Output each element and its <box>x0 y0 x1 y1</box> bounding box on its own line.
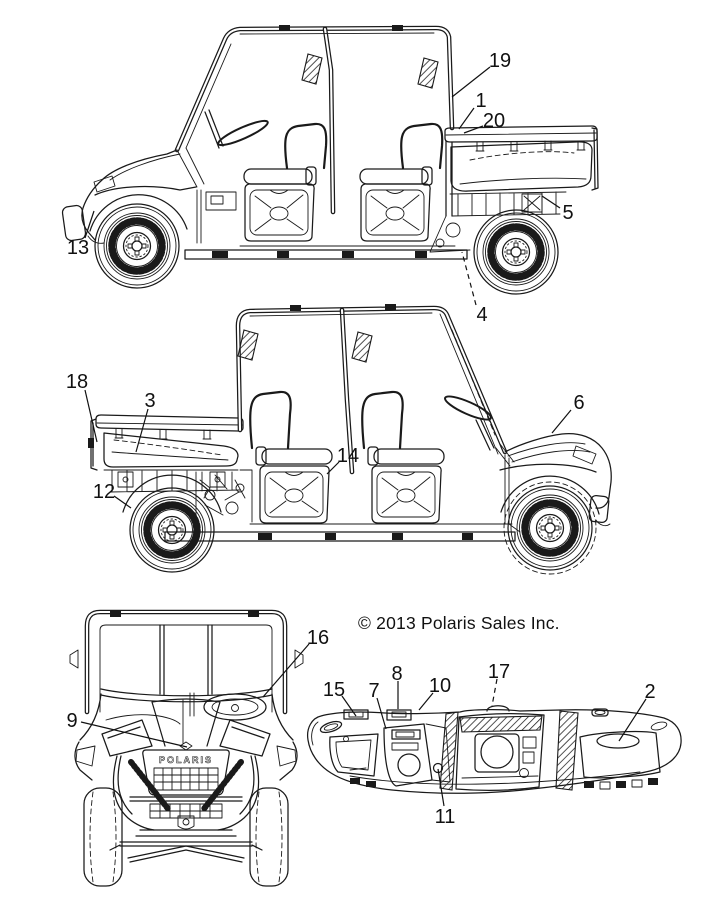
callout-1: 1 <box>475 90 487 112</box>
callout-20: 20 <box>482 110 506 132</box>
callout-15: 15 <box>322 679 346 701</box>
right-glove-recess <box>580 721 668 789</box>
rear-seat <box>360 124 442 185</box>
callout-6: 6 <box>573 392 585 414</box>
roll-cage <box>177 28 452 150</box>
cup-holder <box>398 754 420 776</box>
cargo-box <box>430 126 598 252</box>
rear-wheel <box>474 210 558 294</box>
rear-wheel <box>130 488 214 572</box>
callout-4: 4 <box>476 304 488 326</box>
engine-detail <box>196 470 252 522</box>
hood <box>75 694 297 780</box>
callout-leader-6 <box>552 410 571 433</box>
callout-12: 12 <box>92 481 116 503</box>
roll-cage <box>238 308 505 452</box>
front-view <box>70 611 303 886</box>
front-door-panel <box>372 466 441 523</box>
gauge <box>481 736 513 768</box>
brush-guard <box>110 756 262 862</box>
rear-seat <box>250 392 332 465</box>
left-side-view <box>88 304 611 574</box>
right-front-tire <box>250 788 288 886</box>
callout-leader-2 <box>619 699 646 741</box>
steering-wheel <box>443 392 494 450</box>
front-wheel <box>95 204 179 288</box>
roof-clamp <box>279 25 290 31</box>
center-console <box>456 714 544 791</box>
dash-tab-mid <box>387 710 411 720</box>
steering-wheel <box>205 110 270 149</box>
headlight <box>573 446 596 464</box>
front-door-panel <box>245 184 314 241</box>
callout-18: 18 <box>65 371 89 393</box>
callout-11: 11 <box>434 806 456 828</box>
front-wheel <box>508 486 592 570</box>
callout-leader-4 <box>462 252 476 305</box>
callout-10: 10 <box>428 675 452 697</box>
callout-leader-1 <box>459 108 474 129</box>
callout-3: 3 <box>144 390 156 412</box>
center-left-module <box>384 724 450 786</box>
copyright-text: © 2013 Polaris Sales Inc. <box>358 613 560 633</box>
callout-16: 16 <box>306 627 330 649</box>
callout-leader-17 <box>492 679 497 706</box>
right-side-view <box>62 25 598 294</box>
hood-front <box>496 434 611 526</box>
callout-5: 5 <box>562 202 574 224</box>
callout-14: 14 <box>336 445 360 467</box>
right-pillar-band <box>556 711 578 790</box>
callout-leader-12 <box>114 496 131 508</box>
callout-13: 13 <box>66 237 90 259</box>
callout-leader-9 <box>81 722 187 747</box>
grab-strap <box>302 54 322 84</box>
steering-wheel <box>106 693 266 724</box>
rear-door-panel <box>260 466 329 523</box>
left-front-tire <box>84 788 122 886</box>
dash-top-view <box>308 706 681 794</box>
callout-2: 2 <box>644 681 656 703</box>
grille-brand-text: POLARIS <box>158 755 214 765</box>
recess-oval <box>597 734 639 748</box>
callout-9: 9 <box>66 710 78 732</box>
grab-strap <box>418 58 438 88</box>
callout-17: 17 <box>487 661 511 683</box>
roof-clamp <box>392 25 403 31</box>
callout-8: 8 <box>391 663 403 685</box>
left-grab-handle <box>319 719 343 734</box>
callout-19: 19 <box>488 50 512 72</box>
cage-center-braces <box>160 625 212 695</box>
rear-door-panel <box>361 184 430 241</box>
callout-leader-5 <box>542 196 560 208</box>
callout-7: 7 <box>368 680 380 702</box>
left-pillar-band <box>440 712 458 790</box>
box-side-panel <box>104 433 238 467</box>
left-glove-recess <box>330 734 378 776</box>
front-seat <box>362 392 444 465</box>
mirror-bracket <box>70 650 303 668</box>
